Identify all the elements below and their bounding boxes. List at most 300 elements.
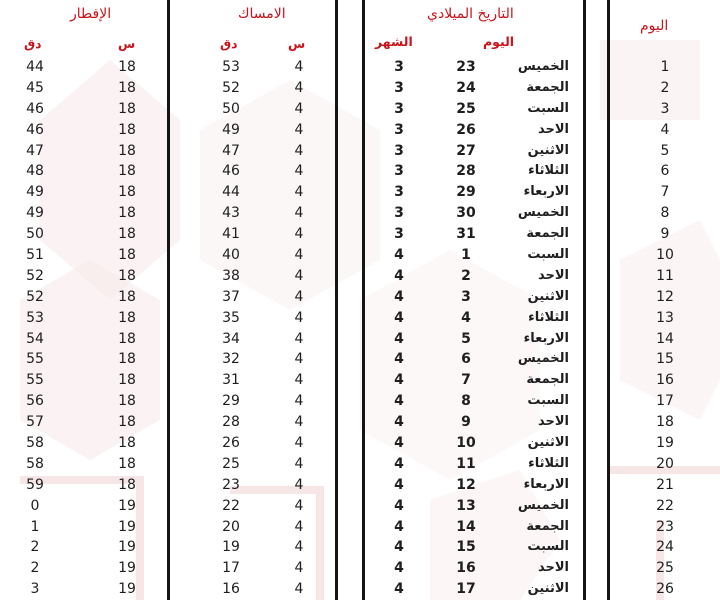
gregorian-day: 8 <box>461 393 471 410</box>
table-row <box>0 287 167 308</box>
ramadan-day: 1 <box>660 59 670 75</box>
gregorian-month: 3 <box>394 121 404 138</box>
gregorian-month: 4 <box>394 581 404 598</box>
iftar-hours: 18 <box>118 455 136 472</box>
gregorian-day: 30 <box>456 205 476 222</box>
table-row <box>170 496 335 517</box>
weekday-name: الاثنين <box>527 142 569 158</box>
gregorian-day: 11 <box>456 455 476 472</box>
gregorian-day: 14 <box>456 518 476 535</box>
ramadan-day: 16 <box>656 372 674 389</box>
table-row <box>170 141 335 162</box>
table-row <box>610 558 720 579</box>
weekday-name: الجمعة <box>526 372 569 388</box>
iftar-minutes: 2 <box>30 560 40 577</box>
table-row <box>610 349 720 370</box>
iftar-minutes: 3 <box>30 581 40 598</box>
gregorian-month: 4 <box>394 539 404 556</box>
table-row <box>365 517 583 538</box>
imsak-hours: 4 <box>294 539 304 556</box>
gregorian-day: 29 <box>456 184 476 201</box>
iftar-hours: 18 <box>118 372 136 389</box>
imsak-minutes: 38 <box>222 267 240 284</box>
table-row <box>610 517 720 538</box>
table-row <box>0 161 167 182</box>
table-row <box>610 203 720 224</box>
table-row <box>365 287 583 308</box>
table-row <box>0 475 167 496</box>
table-row <box>170 349 335 370</box>
table-row <box>0 141 167 162</box>
iftar-hours: 18 <box>118 309 136 326</box>
imsak-hours: 4 <box>294 309 304 326</box>
gregorian-day: 26 <box>456 121 476 138</box>
gregorian-month: 4 <box>394 393 404 410</box>
table-row <box>365 266 583 287</box>
divider-middle-right <box>362 0 365 600</box>
table-row <box>610 287 720 308</box>
weekday-name: الجمعة <box>526 226 569 242</box>
table-row <box>365 120 583 141</box>
gregorian-month: 4 <box>394 455 404 472</box>
gregorian-month: 4 <box>394 476 404 493</box>
table-row <box>0 99 167 120</box>
ramadan-day: 17 <box>656 393 674 410</box>
iftar-hours: 18 <box>118 79 136 96</box>
weekday-name: الجمعة <box>526 79 569 95</box>
gregorian-day: 17 <box>456 581 476 598</box>
table-row <box>365 433 583 454</box>
ramadan-day: 15 <box>656 351 674 368</box>
weekday-name: السبت <box>527 539 569 555</box>
iftar-minutes: 54 <box>26 330 44 347</box>
table-row <box>610 433 720 454</box>
table-row <box>170 203 335 224</box>
ramadan-day: 23 <box>656 518 674 535</box>
ramadan-day: 10 <box>656 247 674 264</box>
gregorian-month: 4 <box>394 497 404 514</box>
imsak-column <box>170 0 335 600</box>
iftar-hours: 18 <box>118 414 136 431</box>
weekday-name: الجمعة <box>526 518 569 534</box>
iftar-hours: 18 <box>118 121 136 138</box>
weekday-name: الاربعاء <box>523 476 569 492</box>
table-row <box>610 370 720 391</box>
table-row <box>610 266 720 287</box>
ramadan-day: 5 <box>660 142 670 159</box>
table-row <box>170 308 335 329</box>
gregorian-day: 2 <box>461 267 471 284</box>
imsak-minutes-subheader: دق <box>220 36 238 51</box>
table-row <box>170 99 335 120</box>
iftar-hours: 19 <box>118 581 136 598</box>
gregorian-rows <box>365 57 583 600</box>
ramadan-day: 14 <box>656 330 674 347</box>
iftar-header: الإفطار <box>70 6 112 22</box>
table-row <box>365 203 583 224</box>
imsak-hours: 4 <box>294 560 304 577</box>
imsak-minutes: 40 <box>222 247 240 264</box>
iftar-minutes: 48 <box>26 163 44 180</box>
gregorian-day: 16 <box>456 560 476 577</box>
iftar-minutes: 0 <box>30 497 40 514</box>
ramadan-day: 20 <box>656 455 674 472</box>
iftar-minutes: 2 <box>30 539 40 556</box>
gregorian-day: 12 <box>456 476 476 493</box>
table-row <box>365 558 583 579</box>
ramadan-day: 21 <box>656 476 674 493</box>
table-row <box>610 182 720 203</box>
imsak-minutes: 37 <box>222 288 240 305</box>
iftar-hours: 18 <box>118 163 136 180</box>
imsak-minutes: 49 <box>222 121 240 138</box>
iftar-minutes: 46 <box>26 100 44 117</box>
weekday-name: الخميس <box>517 351 569 367</box>
ramadan-day: 11 <box>656 267 674 284</box>
imsak-hours: 4 <box>294 247 304 264</box>
table-row <box>610 141 720 162</box>
iftar-minutes: 46 <box>26 121 44 138</box>
gregorian-month: 4 <box>394 372 404 389</box>
imsak-minutes: 26 <box>222 435 240 452</box>
table-row <box>0 454 167 475</box>
table-row <box>0 517 167 538</box>
table-row <box>0 349 167 370</box>
gregorian-month: 3 <box>394 100 404 117</box>
weekday-name: الاثنين <box>527 435 569 451</box>
iftar-minutes: 52 <box>26 288 44 305</box>
ramadan-day: 6 <box>660 163 670 180</box>
imsak-minutes: 41 <box>222 226 240 243</box>
day-of-month-subheader: اليوم <box>483 34 515 49</box>
table-row <box>170 78 335 99</box>
table-row <box>170 57 335 78</box>
gregorian-month: 4 <box>394 435 404 452</box>
imsak-hours: 4 <box>294 142 304 159</box>
gregorian-month: 3 <box>394 163 404 180</box>
imsak-hours: 4 <box>294 267 304 284</box>
iftar-minutes: 45 <box>26 79 44 96</box>
ramadan-day: 8 <box>660 205 670 222</box>
weekday-name: الاثنين <box>527 288 569 304</box>
gregorian-day: 4 <box>461 309 471 326</box>
iftar-minutes: 1 <box>30 518 40 535</box>
weekday-name: الخميس <box>517 59 569 74</box>
imsak-minutes: 16 <box>222 581 240 598</box>
table-row <box>365 579 583 600</box>
table-row <box>365 370 583 391</box>
table-row <box>610 329 720 350</box>
imsak-minutes: 46 <box>222 163 240 180</box>
ramadan-day: 9 <box>660 226 670 243</box>
weekday-name: الاربعاء <box>523 184 569 200</box>
table-row <box>170 454 335 475</box>
imsak-hours: 4 <box>294 518 304 535</box>
divider-far-right <box>607 0 610 600</box>
imsak-hours: 4 <box>294 581 304 598</box>
iftar-hours: 19 <box>118 518 136 535</box>
gregorian-day: 27 <box>456 142 476 159</box>
gregorian-month: 3 <box>394 184 404 201</box>
iftar-hours: 18 <box>118 435 136 452</box>
divider-left <box>167 0 170 600</box>
gregorian-month: 3 <box>394 205 404 222</box>
table-row <box>170 433 335 454</box>
ramadan-day: 13 <box>656 309 674 326</box>
table-row <box>365 349 583 370</box>
imsak-minutes: 44 <box>222 184 240 201</box>
table-row <box>365 475 583 496</box>
weekday-name: الخميس <box>517 497 569 513</box>
imsak-minutes: 34 <box>222 330 240 347</box>
imsak-minutes: 22 <box>222 497 240 514</box>
table-row <box>0 182 167 203</box>
gregorian-month: 4 <box>394 414 404 431</box>
table-row <box>610 224 720 245</box>
imsak-hours: 4 <box>294 205 304 222</box>
ramadan-day: 7 <box>660 184 670 201</box>
table-row <box>610 78 720 99</box>
table-row <box>170 224 335 245</box>
iftar-hours: 18 <box>118 288 136 305</box>
table-row <box>610 475 720 496</box>
table-row <box>0 412 167 433</box>
weekday-name: الاثنين <box>527 581 569 597</box>
iftar-hours-subheader: س <box>118 36 136 51</box>
imsak-hours: 4 <box>294 163 304 180</box>
table-row <box>610 579 720 600</box>
table-row <box>0 579 167 600</box>
table-row <box>170 475 335 496</box>
imsak-hours: 4 <box>294 351 304 368</box>
table-row <box>365 454 583 475</box>
gregorian-header: التاريخ الميلادي <box>427 6 514 22</box>
ramadan-day: 19 <box>656 435 674 452</box>
imsak-hours: 4 <box>294 184 304 201</box>
table-row <box>170 287 335 308</box>
imsak-hours: 4 <box>294 121 304 138</box>
gregorian-month: 3 <box>394 79 404 96</box>
iftar-minutes: 56 <box>26 393 44 410</box>
imsak-hours: 4 <box>294 79 304 96</box>
table-row <box>170 537 335 558</box>
gregorian-month: 3 <box>394 226 404 243</box>
gregorian-day: 25 <box>456 100 476 117</box>
imsak-hours: 4 <box>294 476 304 493</box>
imsak-minutes: 25 <box>222 455 240 472</box>
table-row <box>365 391 583 412</box>
iftar-hours: 18 <box>118 476 136 493</box>
table-row <box>365 141 583 162</box>
iftar-minutes: 52 <box>26 267 44 284</box>
weekday-name: الثلاثاء <box>528 309 569 325</box>
iftar-hours: 18 <box>118 59 136 75</box>
weekday-name: الاحد <box>537 121 569 137</box>
table-row <box>170 370 335 391</box>
table-row <box>0 329 167 350</box>
weekday-name: الاحد <box>537 267 569 283</box>
imsak-hours: 4 <box>294 100 304 117</box>
table-row <box>610 57 720 78</box>
table-row <box>365 245 583 266</box>
weekday-name: السبت <box>527 393 569 409</box>
ramadan-day: 22 <box>656 497 674 514</box>
iftar-minutes: 50 <box>26 226 44 243</box>
iftar-column <box>0 0 167 600</box>
iftar-hours: 18 <box>118 330 136 347</box>
table-row <box>610 454 720 475</box>
imsak-header: الامساك <box>238 6 286 22</box>
iftar-hours: 19 <box>118 497 136 514</box>
table-row <box>0 120 167 141</box>
day-header: اليوم <box>640 18 669 34</box>
imsak-hours: 4 <box>294 497 304 514</box>
ramadan-day: 4 <box>660 121 670 138</box>
gregorian-day: 9 <box>461 414 471 431</box>
gregorian-day: 3 <box>461 288 471 305</box>
iftar-hours: 19 <box>118 560 136 577</box>
gregorian-month: 4 <box>394 267 404 284</box>
imsak-minutes: 50 <box>222 100 240 117</box>
imsak-minutes: 28 <box>222 414 240 431</box>
imsak-hours: 4 <box>294 59 304 75</box>
table-row <box>170 245 335 266</box>
imsak-minutes: 43 <box>222 205 240 222</box>
table-row <box>610 120 720 141</box>
table-row <box>0 224 167 245</box>
imsak-minutes: 35 <box>222 309 240 326</box>
table-row <box>0 57 167 78</box>
gregorian-month: 4 <box>394 309 404 326</box>
ramadan-day: 3 <box>660 100 670 117</box>
table-row <box>365 412 583 433</box>
iftar-hours: 18 <box>118 267 136 284</box>
ramadan-day: 12 <box>656 288 674 305</box>
divider-middle-left <box>335 0 338 600</box>
gregorian-day: 10 <box>456 435 476 452</box>
imsak-hours: 4 <box>294 414 304 431</box>
table-row <box>0 537 167 558</box>
table-row <box>610 412 720 433</box>
imsak-hours: 4 <box>294 226 304 243</box>
table-row <box>365 57 583 78</box>
weekday-name: السبت <box>527 100 569 116</box>
table-row <box>170 412 335 433</box>
gregorian-day: 6 <box>461 351 471 368</box>
imsak-hours: 4 <box>294 435 304 452</box>
table-row <box>365 99 583 120</box>
iftar-minutes: 59 <box>26 476 44 493</box>
imsak-hours: 4 <box>294 330 304 347</box>
table-row <box>0 78 167 99</box>
imsak-minutes: 47 <box>222 142 240 159</box>
iftar-hours: 18 <box>118 393 136 410</box>
table-row <box>0 558 167 579</box>
table-row <box>365 537 583 558</box>
table-row <box>0 266 167 287</box>
month-subheader: الشهر <box>375 34 413 49</box>
ramadan-day: 24 <box>656 539 674 556</box>
iftar-minutes: 58 <box>26 435 44 452</box>
table-row <box>610 308 720 329</box>
weekday-name: الخميس <box>517 205 569 221</box>
table-row <box>610 537 720 558</box>
table-row <box>170 120 335 141</box>
gregorian-month: 4 <box>394 330 404 347</box>
ramadan-day: 25 <box>656 560 674 577</box>
imsak-hours: 4 <box>294 393 304 410</box>
iftar-minutes: 58 <box>26 455 44 472</box>
gregorian-month: 4 <box>394 247 404 264</box>
imsak-minutes: 53 <box>222 59 240 75</box>
iftar-hours: 18 <box>118 226 136 243</box>
iftar-hours: 18 <box>118 142 136 159</box>
table-row <box>170 579 335 600</box>
iftar-minutes: 51 <box>26 247 44 264</box>
table-row <box>365 224 583 245</box>
imsak-minutes: 20 <box>222 518 240 535</box>
table-row <box>365 496 583 517</box>
gregorian-day: 7 <box>461 372 471 389</box>
iftar-minutes: 44 <box>26 59 44 75</box>
table-row <box>170 558 335 579</box>
imsak-hours-subheader: س <box>288 36 306 51</box>
gregorian-day: 31 <box>456 226 476 243</box>
imsak-minutes: 52 <box>222 79 240 96</box>
gregorian-month: 4 <box>394 288 404 305</box>
table-row <box>0 391 167 412</box>
table-row <box>170 517 335 538</box>
table-row <box>365 329 583 350</box>
imsak-rows <box>170 57 335 600</box>
table-row <box>170 161 335 182</box>
iftar-minutes: 47 <box>26 142 44 159</box>
table-row <box>0 245 167 266</box>
table-row <box>610 391 720 412</box>
table-row <box>0 496 167 517</box>
weekday-name: الاحد <box>537 414 569 430</box>
gregorian-month: 4 <box>394 560 404 577</box>
table-row <box>365 78 583 99</box>
iftar-hours: 19 <box>118 539 136 556</box>
iftar-hours: 18 <box>118 351 136 368</box>
table-row <box>610 161 720 182</box>
iftar-hours: 18 <box>118 100 136 117</box>
ramadan-day: 18 <box>656 414 674 431</box>
gregorian-day: 13 <box>456 497 476 514</box>
imsak-minutes: 32 <box>222 351 240 368</box>
imsak-hours: 4 <box>294 372 304 389</box>
iftar-hours: 18 <box>118 184 136 201</box>
iftar-rows <box>0 57 167 600</box>
table-row <box>0 433 167 454</box>
imsak-hours: 4 <box>294 455 304 472</box>
iftar-minutes: 53 <box>26 309 44 326</box>
table-row <box>0 370 167 391</box>
iftar-minutes: 57 <box>26 414 44 431</box>
gregorian-month: 3 <box>394 142 404 159</box>
imsak-minutes: 29 <box>222 393 240 410</box>
iftar-hours: 18 <box>118 247 136 264</box>
day-rows <box>610 57 720 600</box>
table-row <box>170 182 335 203</box>
table-row <box>610 496 720 517</box>
gregorian-day: 24 <box>456 79 476 96</box>
weekday-name: الاربعاء <box>523 330 569 346</box>
weekday-name: الاحد <box>537 560 569 576</box>
iftar-minutes: 49 <box>26 205 44 222</box>
day-column <box>610 0 720 600</box>
